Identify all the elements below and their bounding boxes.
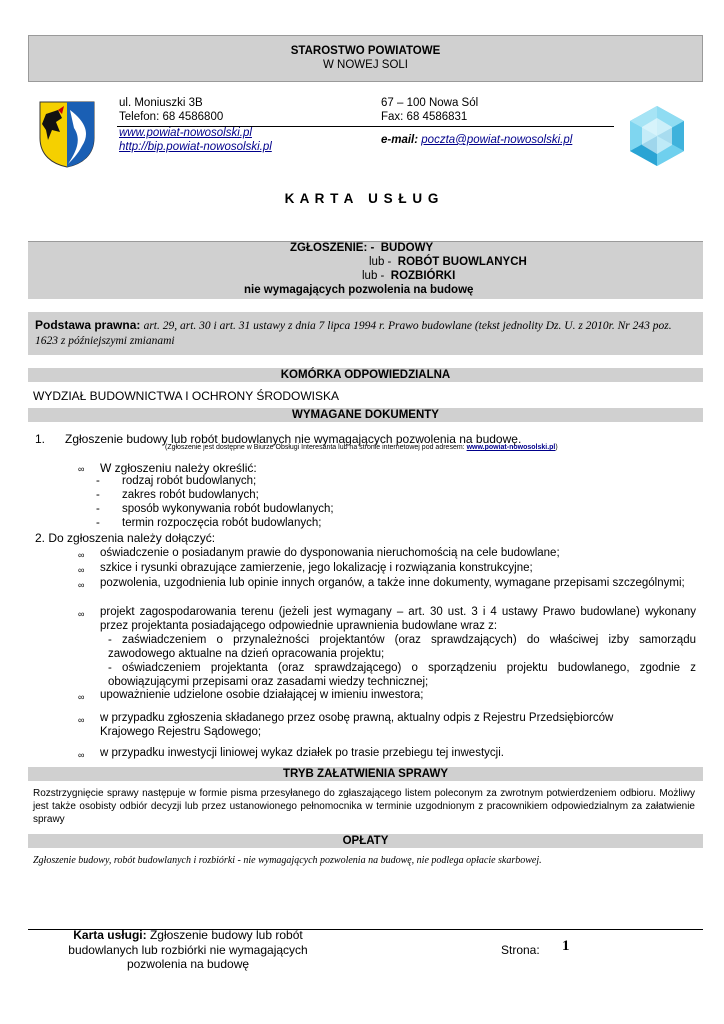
specify-dash-2: - bbox=[96, 489, 100, 501]
legal-text: art. 29, art. 30 i art. 31 ustawy z dnia 7 lipca 1994 r. Prawo budowlane (tekst jednolity Dz. U. z 2010r. Nr 243 poz. 1623 z późniejszymi zmianami bbox=[35, 320, 672, 347]
docs-header: WYMAGANE DOKUMENTY bbox=[28, 408, 703, 422]
address-city: 67 – 100 Nowa Sól bbox=[381, 97, 479, 109]
address-fax: Fax: 68 4586831 bbox=[381, 111, 468, 123]
footer-label: Karta usługi: bbox=[73, 928, 147, 942]
address-street: ul. Moniuszki 3B bbox=[119, 97, 203, 109]
email-label: e-mail: bbox=[381, 134, 419, 146]
bullet-icon: ∞ bbox=[78, 565, 85, 575]
address-phone: Telefon: 68 4586800 bbox=[119, 111, 224, 123]
page-title: K A R T A U S Ł U G bbox=[284, 191, 440, 206]
website-link[interactable]: www.powiat-nowosolski.pl bbox=[119, 127, 252, 139]
specify-dash-3: - bbox=[96, 503, 100, 515]
email-link[interactable]: poczta@powiat-nowosolski.pl bbox=[421, 134, 573, 146]
bullet-icon: ∞ bbox=[78, 580, 85, 590]
notice-value-3: ROZBIÓRKI bbox=[390, 270, 456, 282]
note-end: ) bbox=[555, 444, 558, 451]
attach-1: oświadczenie o posiadanym prawie do dysponowania nieruchomością na cele budowlane; bbox=[100, 547, 560, 559]
attach-3: pozwolenia, uzgodnienia lub opinie innych organów, a także inne dokumenty, wymagane przepisami szczególnymi; bbox=[100, 577, 685, 589]
notice-label: ZGŁOSZENIE: - bbox=[290, 242, 375, 254]
bullet-icon: ∞ bbox=[78, 609, 85, 619]
notice-value-2: ROBÓT BUOWLANYCH bbox=[397, 256, 527, 268]
coat-of-arms-icon bbox=[38, 100, 96, 168]
note-text: (Zgłoszenie jest dostępne w Biurze Obsługi Interesanta lub na stronie internetowej pod adresem: bbox=[165, 444, 465, 451]
doc-item-2: 2. Do zgłoszenia należy dołączyć: bbox=[35, 531, 216, 545]
attach-4: projekt zagospodarowania terenu (jeżeli jest wymagany – art. 30 ust. 3 i 4 ustawy Prawo budowlane) wykonany przez projektanta posiadającego odpowiednie uprawnienia budowlane wraz z: bbox=[100, 606, 696, 632]
legal-basis bbox=[35, 318, 695, 349]
header-box bbox=[28, 35, 703, 82]
bullet-icon: ∞ bbox=[78, 464, 85, 474]
specify-item-4: termin rozpoczęcia robót budowlanych; bbox=[122, 517, 322, 529]
notice-prefix-2: lub - bbox=[369, 256, 392, 268]
notice-prefix-3: lub - bbox=[362, 270, 385, 282]
attach-2: szkice i rysunki obrazujące zamierzenie, jego lokalizację i rozwiązania konstrukcyjne; bbox=[100, 562, 533, 574]
bullet-icon: ∞ bbox=[78, 715, 85, 725]
notice-line1 bbox=[290, 242, 433, 254]
notice-value-1: BUDOWY bbox=[380, 242, 434, 254]
email-row bbox=[381, 134, 572, 146]
doc-item-1: Zgłoszenie budowy lub robót budowlanych nie wymagających pozwolenia na budowę. bbox=[65, 432, 522, 446]
attach-7: w przypadku inwestycji liniowej wykaz działek po trasie przebiegu tej inwestycji. bbox=[100, 747, 504, 759]
attach-4-sub-1: - zaświadczeniem o przynależności projektantów (oraz sprawdzających) do właściwej izby samorządu zawodowego aktualne na dzień opracowania projektu; bbox=[108, 634, 696, 660]
notice-line3 bbox=[362, 270, 455, 282]
specify-dash-4: - bbox=[96, 517, 100, 529]
notice-line4: nie wymagających pozwolenia na budowę bbox=[244, 284, 474, 296]
attach-4-sub-2: - oświadczeniem projektanta (oraz sprawdzającego) o sporządzeniu projektu budowlanego, zgodnie z obowiązującymi przepisami oraz zasadami wiedzy technicznej; bbox=[108, 662, 696, 688]
bullet-icon: ∞ bbox=[78, 750, 85, 760]
page-number: 1 bbox=[562, 938, 570, 954]
bullet-icon: ∞ bbox=[78, 692, 85, 702]
footer-text: Zgłoszenie budowy lub robót budowlanych lub rozbiórki nie wymagających pozwolenia na budowę bbox=[68, 928, 308, 971]
specify-item-1: rodzaj robót budowlanych; bbox=[122, 475, 257, 487]
mode-text: Rozstrzygnięcie sprawy następuje w formie pisma przesyłanego do zgłaszającego listem poleconym za zwrotnym potwierdzeniem odbioru. Możliwy jest także osobisty odbiór decyzji lub przez ustanowionego pełnomocnika w terminie uzgodnionym z pracownikiem odpowiedzialnym za załatwienie sprawy bbox=[33, 788, 695, 825]
note-link[interactable]: www.powiat-nowosolski.pl bbox=[466, 444, 556, 451]
notice-line2 bbox=[369, 256, 527, 268]
page-label: Strona: bbox=[501, 943, 540, 957]
attach-6: w przypadku zgłoszenia składanego przez osobę prawną, aktualny odpis z Rejestru Przedsiębiorców Krajowego Rejestru Sądowego; bbox=[100, 712, 614, 738]
specify-item-3: sposób wykonywania robót budowlanych; bbox=[122, 503, 334, 515]
bip-link[interactable]: http://bip.powiat-nowosolski.pl bbox=[119, 141, 272, 153]
fees-text: Zgłoszenie budowy, robót budowlanych i rozbiórki - nie wymagających pozwolenia na budowę, nie podlega opłacie skarbowej. bbox=[33, 855, 542, 866]
crystal-logo-icon bbox=[627, 104, 687, 168]
specify-dash-1: - bbox=[96, 475, 100, 487]
doc-item-1-num: 1. bbox=[35, 432, 46, 446]
unit-name: WYDZIAŁ BUDOWNICTWA I OCHRONY ŚRODOWISKA bbox=[33, 389, 340, 403]
org-city: W NOWEJ SOLI bbox=[323, 59, 408, 71]
bullet-icon: ∞ bbox=[78, 550, 85, 560]
specify-intro: W zgłoszeniu należy określić: bbox=[100, 461, 257, 475]
footer-card bbox=[57, 928, 319, 972]
attach-5: upoważnienie udzielone osobie działającej w imieniu inwestora; bbox=[100, 689, 424, 701]
fees-header: OPŁATY bbox=[28, 834, 703, 848]
mode-header: TRYB ZAŁATWIENIA SPRAWY bbox=[28, 767, 703, 781]
org-name: STAROSTWO POWIATOWE bbox=[290, 45, 441, 57]
specify-item-2: zakres robót budowlanych; bbox=[122, 489, 259, 501]
unit-header: KOMÓRKA ODPOWIEDZIALNA bbox=[28, 368, 703, 382]
doc-item-1-note bbox=[165, 444, 558, 451]
legal-label: Podstawa prawna: bbox=[35, 318, 141, 332]
